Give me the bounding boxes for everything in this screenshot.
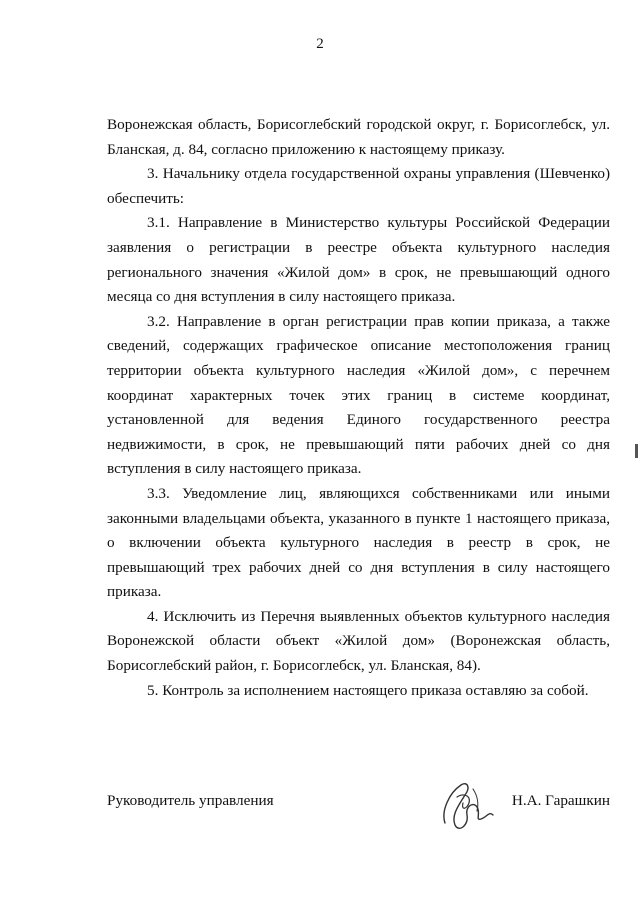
paragraph-address: Воронежская область, Борисоглебский городской округ, г. Борисоглебск, ул. Бланская, д. 84, согласно приложению к настоящему приказу. [107,116,610,158]
signatory-name: Н.А. Гарашкин [511,792,610,809]
paragraph-item-3-2: 3.2. Направление в орган регистрации прав копии приказа, а также сведений, содержащих графическое описание местоположения границ территории объекта культурного наследия «Жилой дом», с перечнем координат характерных точек этих границ в системе координат, установленной для ведения Единого государственного реестра недвижимости, в срок, не превышающий пяти рабочих дней со дня вступления в силу настоящего приказа. [107,312,610,478]
handwritten-signature-icon [437,775,499,835]
paragraph-item-4: 4. Исключить из Перечня выявленных объектов культурного наследия Воронежской области объект «Жилой дом» (Воронежская область, Борисоглебский район, г. Борисоглебск, ул. Бланская, 84). [107,607,610,675]
paragraph-item-3: 3. Начальнику отдела государственной охраны управления (Шевченко) обеспечить: [107,165,610,207]
paragraph-item-5: 5. Контроль за исполнением настоящего приказа оставляю за собой. [147,681,589,699]
scan-edge-mark [635,444,638,458]
paragraph-item-3-1: 3.1. Направление в Министерство культуры Российской Федерации заявления о регистрации в реестре объекта культурного наследия регионального значения «Жилой дом» в срок, не превышающий одного месяца со дня вступления в силу настоящего приказа. [107,214,610,306]
signatory-role: Руководитель управления [107,792,274,809]
document-body [107,113,610,703]
paragraph-item-3-3: 3.3. Уведомление лиц, являющихся собственниками или иными законными владельцами объекта, указанного в пункте 1 настоящего приказа, о включении объекта культурного наследия в реестр в срок, не превышающий трех рабочих дней со дня вступления в силу настоящего приказа. [107,484,610,601]
page-number: 2 [316,36,324,52]
